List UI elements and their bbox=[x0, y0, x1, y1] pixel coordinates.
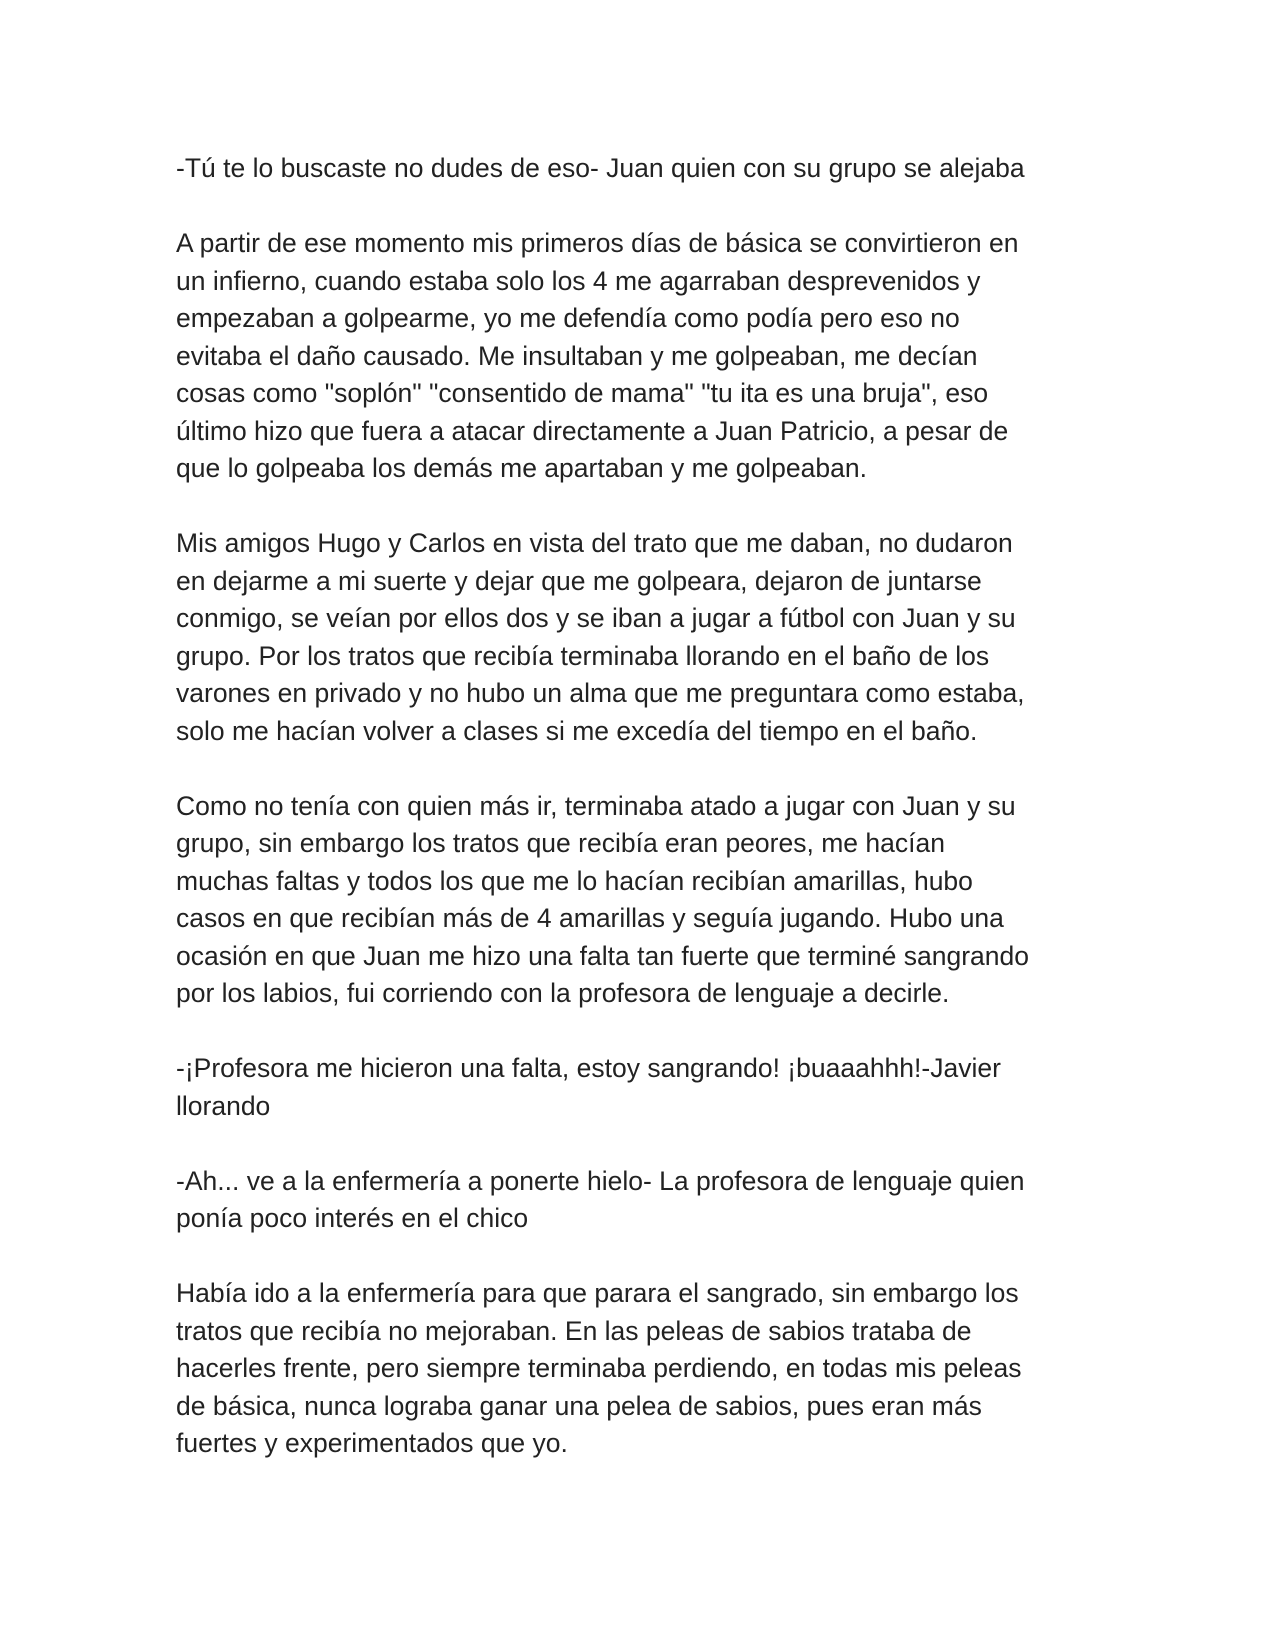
text-line: grupo, sin embargo los tratos que recibía eran peores, me hacían bbox=[176, 828, 945, 858]
text-line: llorando bbox=[176, 1090, 271, 1121]
text-line: cosas como "soplón" "consentido de mama" "tu ita es una bruja", eso bbox=[176, 378, 989, 408]
text-line: ponía poco interés en el chico bbox=[176, 1203, 529, 1233]
text-line: un infierno, cuando estaba solo los 4 me agarraban desprevenidos y bbox=[176, 265, 981, 296]
text-line: solo me hacían volver a clases si me excedía del tiempo en el baño. bbox=[176, 715, 978, 746]
paragraph bbox=[176, 225, 1096, 488]
text-line: grupo. Por los tratos que recibía terminaba llorando en el baño de los bbox=[176, 640, 990, 671]
paragraph bbox=[176, 525, 1096, 750]
text-line: evitaba el daño causado. Me insultaban y me golpeaban, me decían bbox=[176, 340, 978, 371]
text-line: empezaban a golpearme, yo me defendía como podía pero eso no bbox=[176, 303, 960, 333]
document-body bbox=[176, 150, 1096, 1500]
text-line: ocasión en que Juan me hizo una falta tan fuerte que terminé sangrando bbox=[176, 940, 1029, 971]
text-line: por los labios, fui corriendo con la profesora de lenguaje a decirle. bbox=[176, 978, 950, 1008]
paragraph bbox=[176, 788, 1096, 1013]
text-line: Mis amigos Hugo y Carlos en vista del trato que me daban, no dudaron bbox=[176, 528, 1013, 558]
text-line: de básica, nunca lograba ganar una pelea de sabios, pues eran más bbox=[176, 1390, 982, 1421]
text-line: que lo golpeaba los demás me apartaban y me golpeaban. bbox=[176, 453, 867, 483]
paragraph bbox=[176, 1050, 1096, 1125]
text-line: tratos que recibía no mejoraban. En las peleas de sabios trataba de bbox=[176, 1315, 972, 1346]
text-line: Como no tenía con quien más ir, terminaba atado a jugar con Juan y su bbox=[176, 790, 1016, 821]
text-line: A partir de ese momento mis primeros días de básica se convirtieron en bbox=[176, 228, 1019, 258]
text-line: -Tú te lo buscaste no dudes de eso- Juan quien con su grupo se alejaba bbox=[176, 153, 1025, 183]
text-line: en dejarme a mi suerte y dejar que me golpeara, dejaron de juntarse bbox=[176, 565, 982, 596]
text-line: -¡Profesora me hicieron una falta, estoy sangrando! ¡buaaahhh!-Javier bbox=[176, 1053, 1001, 1083]
text-line: varones en privado y no hubo un alma que me preguntara como estaba, bbox=[176, 678, 1025, 708]
paragraph bbox=[176, 1163, 1096, 1238]
text-line: -Ah... ve a la enfermería a ponerte hielo- La profesora de lenguaje quien bbox=[176, 1165, 1025, 1196]
paragraph bbox=[176, 1275, 1096, 1463]
text-line: Había ido a la enfermería para que parara el sangrado, sin embargo los bbox=[176, 1278, 1019, 1308]
text-line: último hizo que fuera a atacar directamente a Juan Patricio, a pesar de bbox=[176, 415, 1009, 446]
text-line: fuertes y experimentados que yo. bbox=[176, 1428, 568, 1458]
text-line: conmigo, se veían por ellos dos y se iban a jugar a fútbol con Juan y su bbox=[176, 603, 1016, 633]
text-line: hacerles frente, pero siempre terminaba perdiendo, en todas mis peleas bbox=[176, 1353, 1022, 1383]
text-line: casos en que recibían más de 4 amarillas y seguía jugando. Hubo una bbox=[176, 903, 1004, 933]
paragraph bbox=[176, 150, 1096, 188]
text-line: muchas faltas y todos los que me lo hacían recibían amarillas, hubo bbox=[176, 865, 973, 896]
